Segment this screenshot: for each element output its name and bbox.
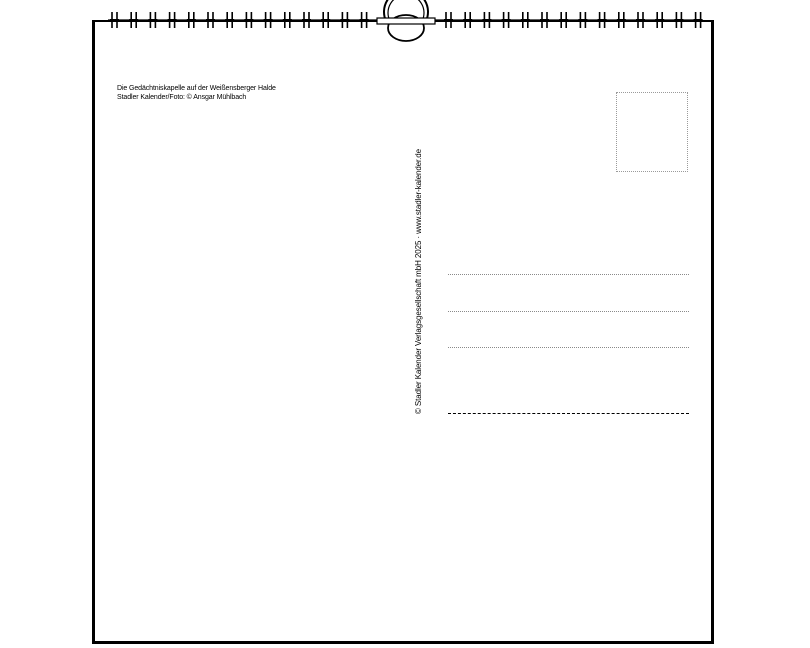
stamp-box [616,92,688,172]
publisher-note: © Stadler Kalender Verlagsgesellschaft mbH 2025 · www.stadler-kalender.de [414,149,423,414]
photo-caption-title: Die Gedächtniskapelle auf der Weißensberger Halde [117,85,276,92]
hanger-loop-icon [377,0,435,41]
photo-caption-credit: Stadler Kalender/Foto: © Ansgar Mühlbach [117,94,247,101]
address-line [448,274,689,275]
address-line [448,311,689,312]
address-line [448,347,689,348]
spiral-binding-icon [0,0,810,48]
cut-line [448,413,689,414]
